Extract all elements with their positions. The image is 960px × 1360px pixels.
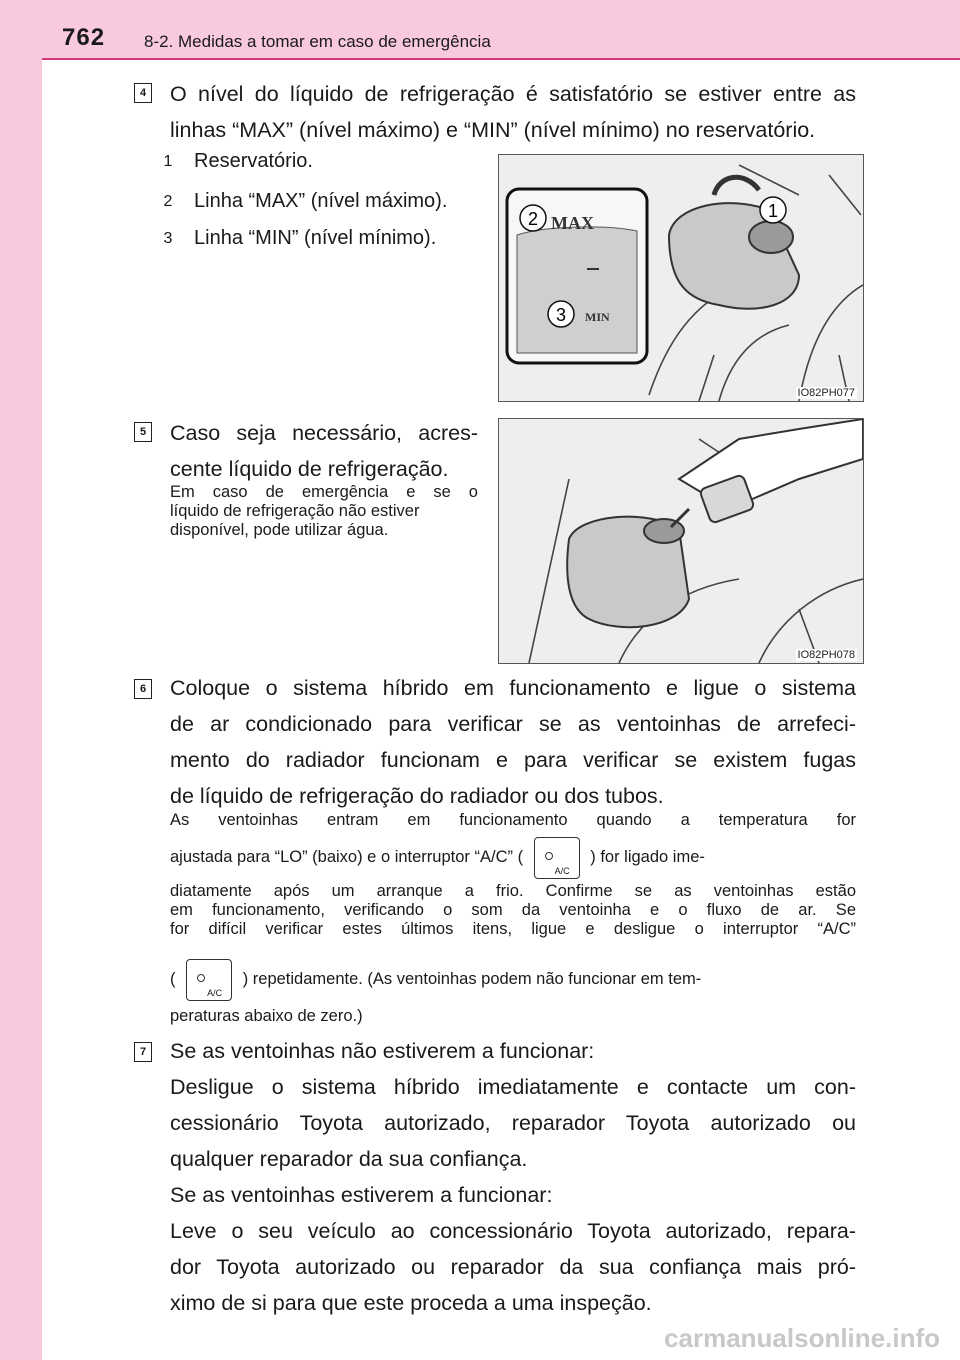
engine-bay-refill-illustration	[499, 419, 863, 663]
step6-line1: Coloque o sistema híbrido em funcionamento e ligue o sistema	[170, 676, 856, 700]
note-c-line3: for difícil verificar estes últimos itens, ligue e desligue o interruptor “A/C”	[170, 920, 856, 938]
step4-text-line2: linhas “MAX” (nível máximo) e “MIN” (nível mínimo) no reservatório.	[170, 118, 816, 142]
step5-note-line2: líquido de refrigeração não estiver	[170, 502, 420, 520]
max-mark: MAX	[551, 213, 594, 233]
note-d-text-before: (	[170, 970, 176, 988]
step7-line5: Se as ventoinhas estiverem a funcionar:	[170, 1183, 553, 1207]
step6-text	[170, 670, 856, 814]
step-badge-6: 6	[134, 679, 152, 699]
step7-line2: Desligue o sistema híbrido imediatamente e contacte um con-	[170, 1075, 856, 1099]
figure-code: IO82PH078	[797, 649, 855, 661]
step4-text	[170, 76, 856, 148]
note-b-text-before: ajustada para “LO” (baixo) e o interruptor “A/C” (	[170, 848, 524, 866]
figure-code: IO82PH077	[797, 387, 855, 399]
item-label-min: Linha “MIN” (nível mínimo).	[194, 227, 437, 249]
step5-text-line1: Caso seja necessário, acres-	[170, 421, 478, 445]
step7-line6: Leve o seu veículo ao concessionário Toyota autorizado, repara-	[170, 1219, 856, 1243]
step6-note-a: As ventoinhas entram em funcionamento quando a temperatura for	[170, 811, 856, 829]
header-rule	[42, 58, 960, 60]
step7-text	[170, 1033, 856, 1321]
figure-coolant-reservoir	[498, 154, 864, 402]
item-label-max: Linha “MAX” (nível máximo).	[194, 190, 448, 212]
item-num-3: 3	[163, 230, 173, 247]
step5-note	[170, 483, 478, 540]
step7-line8: ximo de si para que este proceda a uma inspeção.	[170, 1291, 652, 1315]
step7-line3: cessionário Toyota autorizado, reparador Toyota autorizado ou	[170, 1111, 856, 1135]
step-badge-7: 7	[134, 1042, 152, 1062]
step-badge-5: 5	[134, 422, 152, 442]
item-num-2: 2	[163, 193, 173, 210]
chapter-title: 8-2. Medidas a tomar em caso de emergência	[144, 32, 491, 51]
side-band	[0, 0, 42, 1360]
item-label-reservatorio: Reservatório.	[194, 150, 313, 172]
note-c-line1: diatamente após um arranque a frio. Confirme se as ventoinhas estão	[170, 882, 856, 900]
callout-1: 1	[767, 201, 779, 221]
min-mark: MIN	[585, 310, 610, 324]
step5-note-line3: disponível, pode utilizar água.	[170, 521, 389, 539]
page-number: 762	[62, 24, 106, 51]
step7-line7: dor Toyota autorizado ou reparador da sua confiança mais pró-	[170, 1255, 856, 1279]
ac-key-label: A/C	[554, 865, 570, 876]
note-d-text-after: ) repetidamente. (As ventoinhas podem não funcionar em tem-	[242, 970, 702, 988]
step7-line1: Se as ventoinhas não estiverem a funcionar:	[170, 1039, 595, 1063]
figure-adding-coolant	[498, 418, 864, 664]
step6-note-d	[170, 958, 701, 1001]
step6-line3: mento do radiador funcionam e para verificar se existem fugas	[170, 748, 856, 772]
step6-note-c	[170, 882, 856, 939]
step6-line4: de líquido de refrigeração do radiador ou dos tubos.	[170, 784, 664, 808]
step6-note-b	[170, 836, 705, 879]
watermark: carmanualsonline.info	[664, 1323, 940, 1353]
callout-3: 3	[555, 305, 567, 325]
step5-text	[170, 415, 478, 487]
note-c-line2: em funcionamento, verificando o som da ventoinha e o fluxo de ar. Se	[170, 901, 856, 919]
step5-text-line2: cente líquido de refrigeração.	[170, 457, 449, 481]
step-badge-4: 4	[134, 83, 152, 103]
step5-note-line1: Em caso de emergência e se o	[170, 483, 478, 501]
ac-key-label: A/C	[207, 987, 223, 998]
step4-text-line1: O nível do líquido de refrigeração é satisfatório se estiver entre as	[170, 82, 856, 106]
engine-bay-illustration	[499, 155, 863, 401]
note-b-text-after: ) for ligado ime-	[590, 848, 705, 866]
step6-line2: de ar condicionado para verificar se as ventoinhas de arrefeci-	[170, 712, 856, 736]
step6-note-e: peraturas abaixo de zero.)	[170, 1007, 363, 1025]
ac-button-icon	[534, 837, 580, 879]
callout-2: 2	[527, 209, 539, 229]
item-num-1: 1	[163, 153, 173, 170]
ac-button-icon	[186, 959, 232, 1001]
step7-line4: qualquer reparador da sua confiança.	[170, 1147, 528, 1171]
